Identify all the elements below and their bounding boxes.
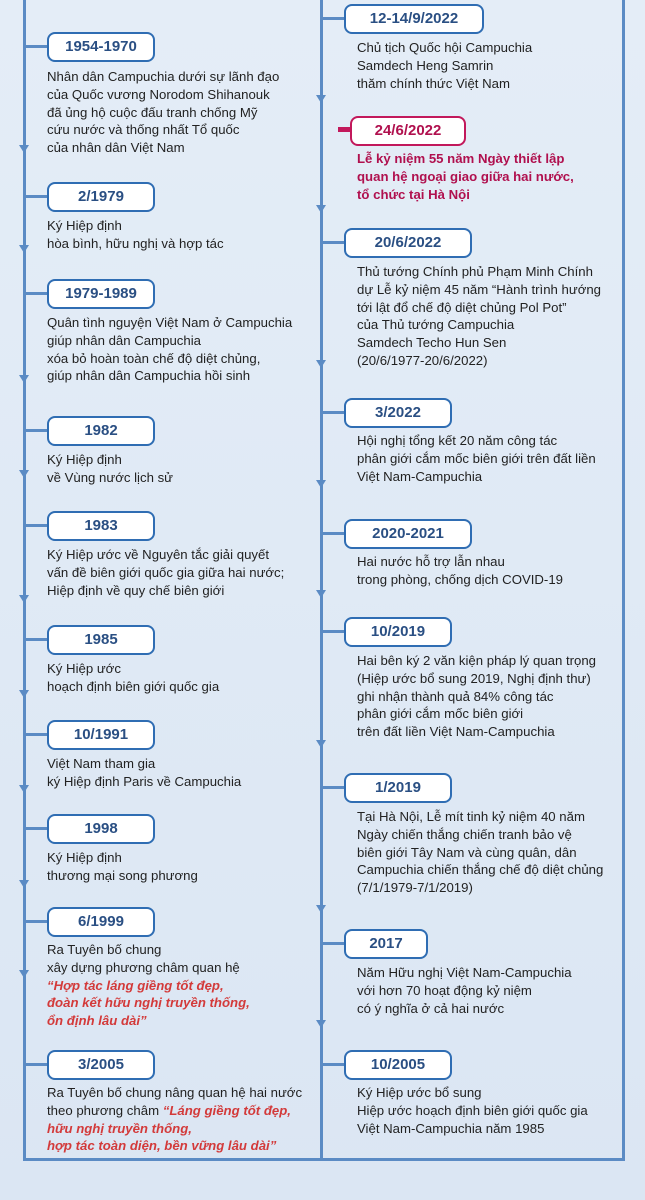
arrow-icon	[316, 360, 326, 368]
arrow-icon	[316, 590, 326, 598]
year-box-highlight: 24/6/2022	[350, 116, 466, 146]
year-box: 2017	[344, 929, 428, 959]
connector	[23, 1063, 49, 1066]
connector	[23, 638, 49, 641]
arrow-icon	[19, 245, 29, 253]
connector	[320, 786, 346, 789]
event-text: Quân tình nguyện Việt Nam ở Campuchia giúp nhân dân Campuchia xóa bỏ hoàn toàn chế độ diệt chủng, giúp nhân dân Campuchia hồi sinh	[47, 315, 293, 384]
year-box: 1/2019	[344, 773, 452, 803]
year-box: 2/1979	[47, 182, 155, 212]
event-text: Hội nghị tổng kết 20 năm công tác phân giới cắm mốc biên giới trên đất liền Việt Nam-Campuchia	[357, 433, 596, 484]
arrow-icon	[19, 880, 29, 888]
year-box: 1979-1989	[47, 279, 155, 309]
year-box: 10/2019	[344, 617, 452, 647]
year-box: 1982	[47, 416, 155, 446]
connector	[320, 241, 346, 244]
arrow-icon	[316, 740, 326, 748]
arrow-icon	[316, 480, 326, 488]
connector	[23, 827, 49, 830]
year-box: 10/2005	[344, 1050, 452, 1080]
connector	[320, 1063, 346, 1066]
connector	[320, 532, 346, 535]
event-text: Ký Hiệp định thương mại song phương	[47, 850, 198, 883]
arrow-icon	[316, 205, 326, 213]
connector	[320, 411, 346, 414]
connector	[23, 429, 49, 432]
arrow-icon	[316, 1020, 326, 1028]
bottom-connector	[320, 1158, 625, 1161]
event-text: Ký Hiệp ước hoạch định biên giới quốc gia	[47, 661, 220, 694]
year-box: 3/2022	[344, 398, 452, 428]
arrow-icon	[316, 905, 326, 913]
event-text: Chủ tịch Quốc hội Campuchia Samdech Heng Samrin thăm chính thức Việt Nam	[357, 40, 533, 91]
year-box: 1954-1970	[47, 32, 155, 62]
event-text: Nhân dân Campuchia dưới sự lãnh đạo của Quốc vương Norodom Shihanouk đã ủng hộ cuộc đấu tranh chống Mỹ cứu nước và thống nhất Tổ quốc của nhân dân Việt Nam	[47, 69, 280, 156]
event-text: Ký Hiệp ước bổ sung Hiệp ước hoạch định biên giới quốc gia Việt Nam-Campuchia năm 1985	[357, 1085, 588, 1136]
event-text: Ký Hiệp định hòa bình, hữu nghị và hợp tác	[47, 218, 224, 251]
event-text: Ra Tuyên bố chung nâng quan hệ hai nước theo phương châm “Láng giềng tốt đẹp, hữu nghị truyền thống, hợp tác toàn diện, bền vững lâu dài”	[47, 1085, 303, 1154]
arrow-icon	[19, 785, 29, 793]
connector	[320, 942, 346, 945]
year-box: 1998	[47, 814, 155, 844]
arrow-icon	[19, 145, 29, 153]
bottom-connector-left	[23, 1158, 323, 1161]
connector	[23, 45, 49, 48]
arrow-icon	[19, 690, 29, 698]
event-text: Hai nước hỗ trợ lẫn nhau trong phòng, chống dịch COVID-19	[357, 554, 563, 587]
connector	[23, 524, 49, 527]
event-text: Ký Hiệp định về Vùng nước lịch sử	[47, 452, 173, 485]
arrow-icon	[19, 375, 29, 383]
right-timeline-line	[622, 0, 625, 1160]
arrow-icon	[19, 970, 29, 978]
year-box: 6/1999	[47, 907, 155, 937]
connector	[23, 195, 49, 198]
event-text-highlight: Lễ kỷ niệm 55 năm Ngày thiết lập quan hệ ngoại giao giữa hai nước, tổ chức tại Hà Nội	[357, 151, 574, 202]
event-text: Ra Tuyên bố chung xây dựng phương châm quan hệ “Hợp tác láng giềng tốt đẹp, đoàn kết hữu nghị truyền thống, ổn định lâu dài”	[47, 942, 250, 1029]
connector	[23, 292, 49, 295]
year-box: 12-14/9/2022	[344, 4, 484, 34]
arrow-icon	[316, 95, 326, 103]
arrow-icon	[19, 470, 29, 478]
year-box: 20/6/2022	[344, 228, 472, 258]
connector	[23, 920, 49, 923]
event-text: Thủ tướng Chính phủ Phạm Minh Chính dự Lễ kỷ niệm 45 năm “Hành trình hướng tới lật đổ chế độ diệt chủng Pol Pot” của Thủ tướng Campuchia Samdech Techo Hun Sen (20/6/1977-20/6/2022)	[357, 264, 602, 368]
year-box: 3/2005	[47, 1050, 155, 1080]
event-text: Ký Hiệp ước về Nguyên tắc giải quyết vấn đề biên giới quốc gia giữa hai nước; Hiệp định về quy chế biên giới	[47, 547, 285, 598]
event-text: Năm Hữu nghị Việt Nam-Campuchia với hơn 70 hoạt động kỷ niệm có ý nghĩa ở cả hai nước	[357, 965, 572, 1016]
year-box: 10/1991	[47, 720, 155, 750]
event-text: Hai bên ký 2 văn kiện pháp lý quan trọng (Hiệp ước bổ sung 2019, Nghị định thư) ghi nhận thành quả 84% công tác phân giới cắm mốc biên giới trên đất liền Việt Nam-Campuchia	[357, 653, 596, 740]
connector	[320, 630, 346, 633]
year-box: 1983	[47, 511, 155, 541]
connector	[23, 733, 49, 736]
year-box: 1985	[47, 625, 155, 655]
connector-highlight	[338, 127, 350, 132]
year-box: 2020-2021	[344, 519, 472, 549]
event-text: Việt Nam tham gia ký Hiệp định Paris về Campuchia	[47, 756, 242, 789]
arrow-icon	[19, 595, 29, 603]
left-timeline-line	[23, 0, 26, 1160]
connector	[320, 17, 346, 20]
middle-divider	[320, 0, 323, 1160]
event-text: Tại Hà Nội, Lễ mít tinh kỷ niệm 40 năm Ngày chiến thắng chiến tranh bảo vệ biên giới Tây Nam và cùng quân, dân Campuchia chiến thắng chế độ diệt chủng (7/1/1979-7/1/2019)	[357, 809, 604, 896]
